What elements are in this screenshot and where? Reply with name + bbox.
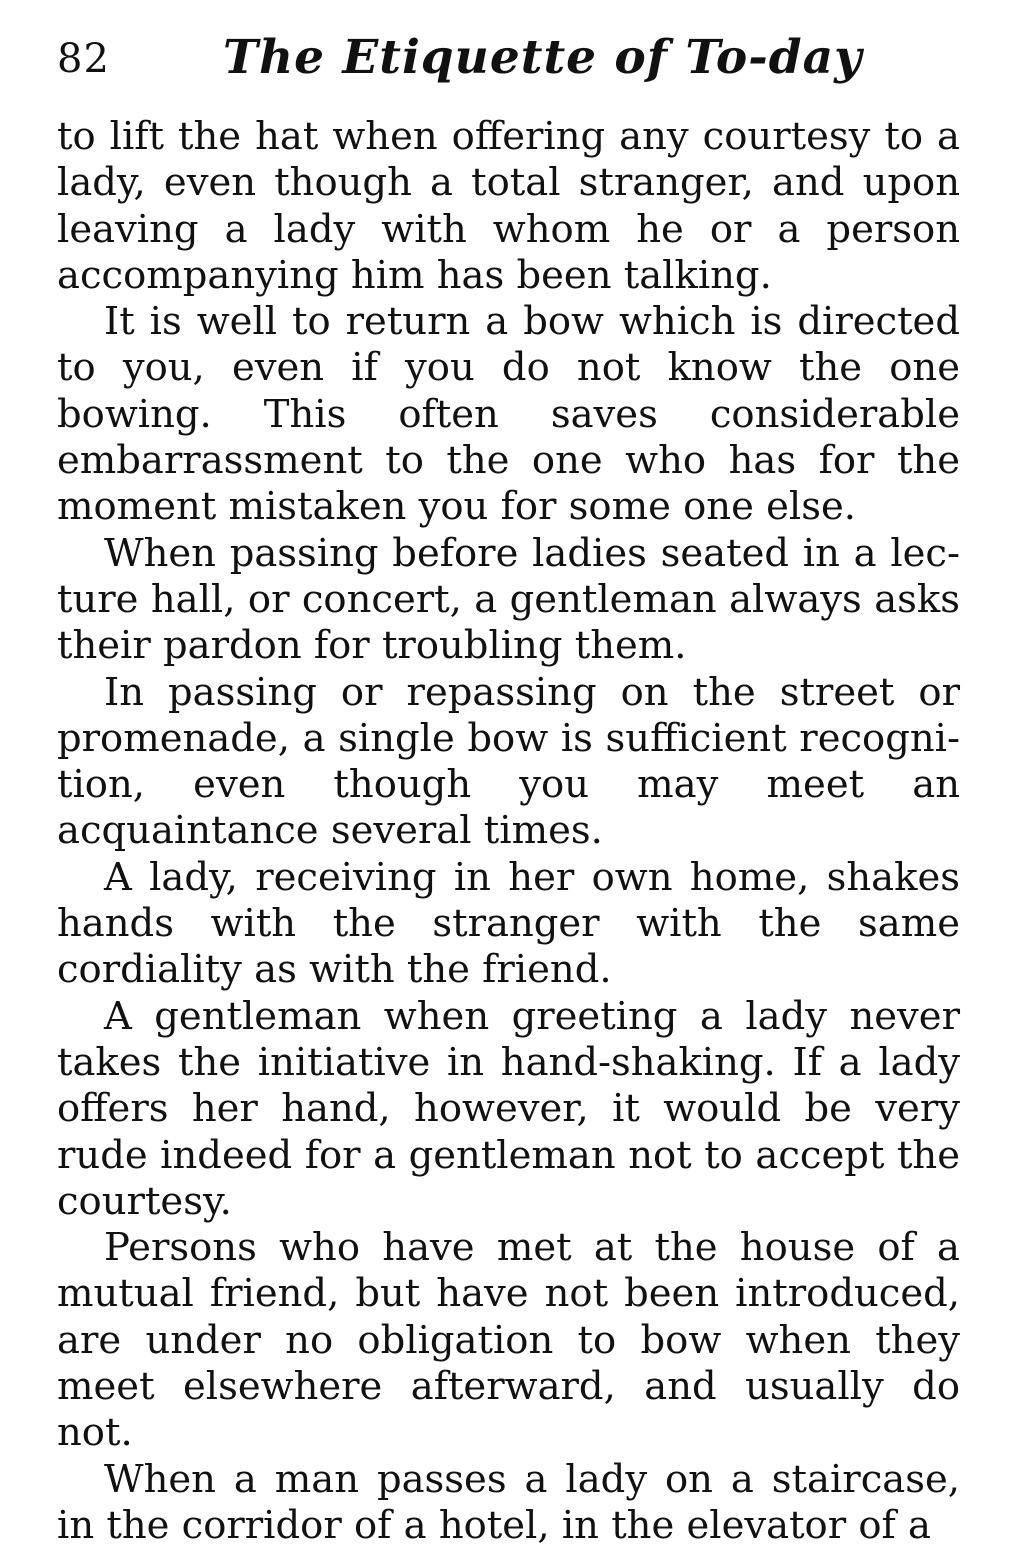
paragraph-continued: to lift the hat when offering any courtesy to a lady, even though a total stranger, and upon leaving a lady with whom he or a person accompanying him has been talking. xyxy=(57,114,960,298)
paragraph-single-bow: In passing or repassing on the street or promenade, a single bow is sufficient recognition, even though you may meet an acquaintance several times. xyxy=(57,669,960,854)
page-number: 82 xyxy=(57,36,110,82)
page-header xyxy=(57,26,962,96)
paragraph-hand-shaking: A gentleman when greeting a lady never takes the initiative in hand-shaking. If a lady offers her hand, however, it would be very rude indeed for a gentleman not to accept the courtesy. xyxy=(57,993,960,1224)
running-title: The Etiquette of To-day xyxy=(223,30,863,85)
paragraph-staircase: When a man passes a lady on a staircase, in the corridor of a hotel, in the elevator of a xyxy=(57,1456,960,1548)
paragraph-mutual-friend: Persons who have met at the house of a mutual friend, but have not been introduced, are under no obligation to bow when they meet elsewhere afterward, and usually do not. xyxy=(57,1225,960,1456)
paragraph-passing-ladies: When passing before ladies seated in a lecture hall, or concert, a gentleman always asks their pardon for troubling them. xyxy=(57,530,960,669)
paragraph-return-bow: It is well to return a bow which is directed to you, even if you do not know the one bowing. This often saves considerable embarrassment to the one who has for the moment mistaken you for some one else. xyxy=(57,299,960,530)
paragraph-lady-receiving: A lady, receiving in her own home, shakes hands with the stranger with the same cordiality as with the friend. xyxy=(57,854,960,993)
page-body xyxy=(57,114,960,1549)
